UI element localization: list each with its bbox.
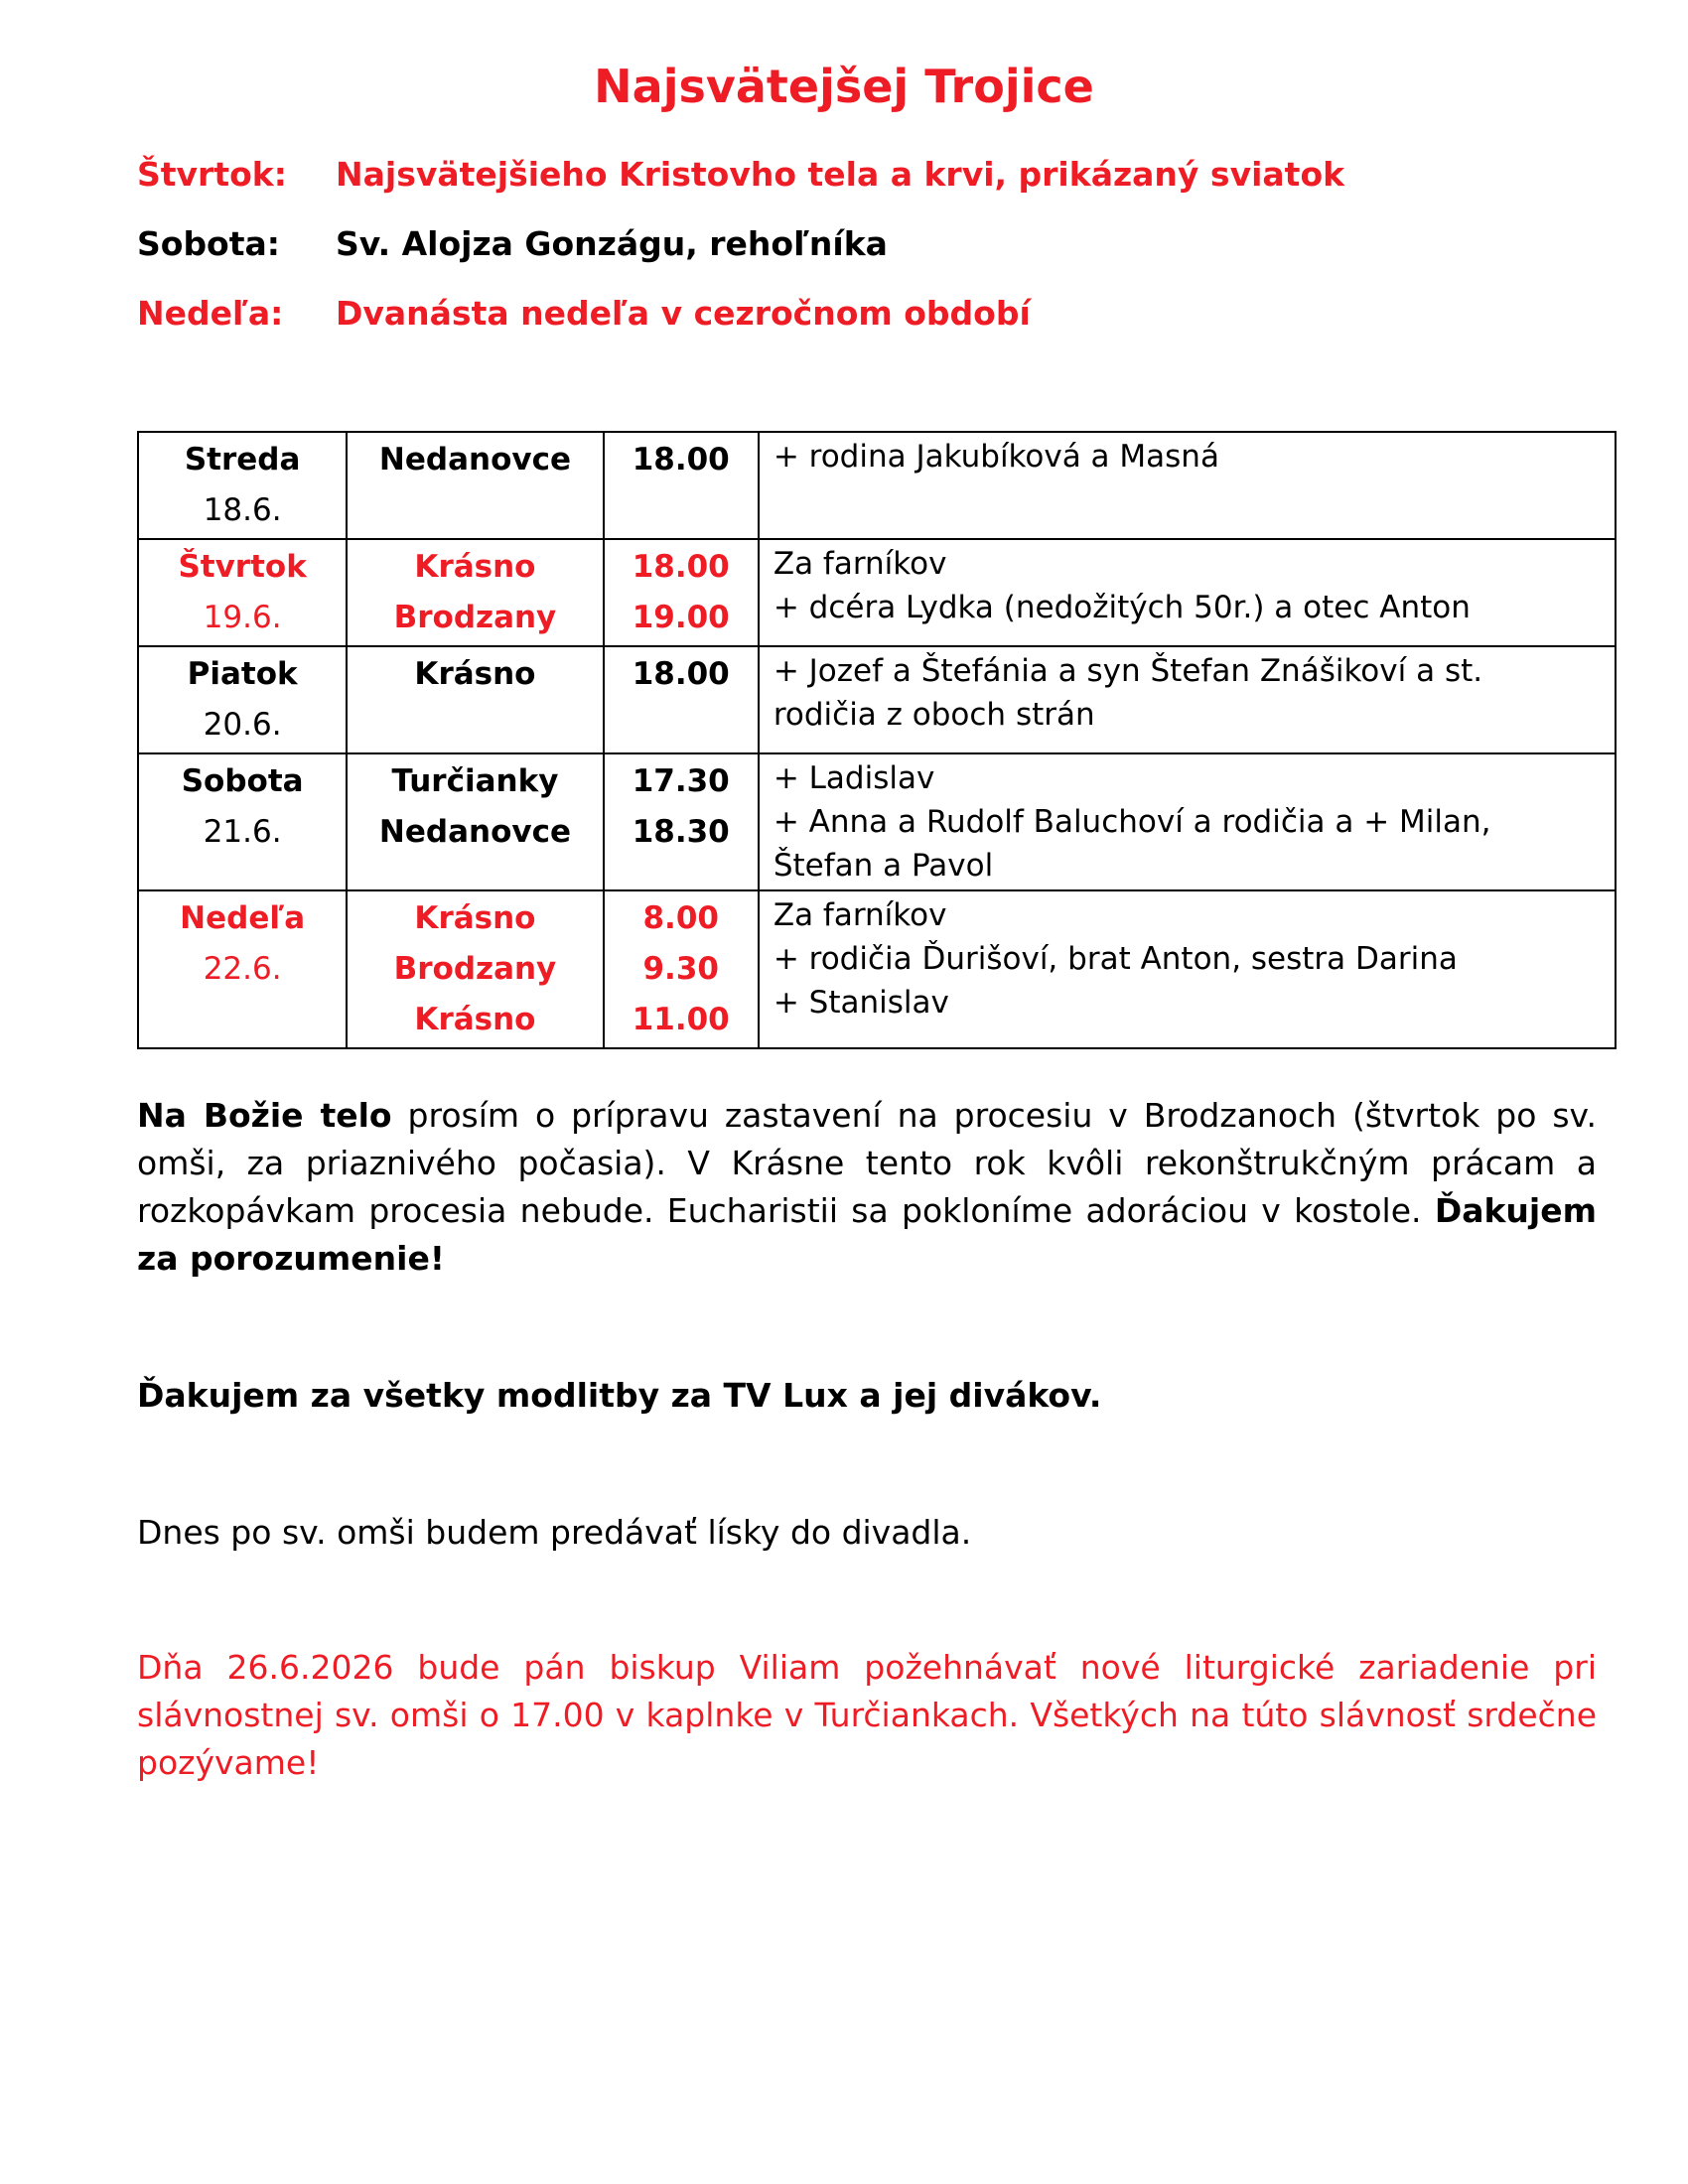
schedule-row: [138, 432, 1616, 539]
mass-time: 18.00: [632, 549, 730, 585]
feast-day-label: Štvrtok:: [137, 155, 287, 194]
time-cell: [604, 890, 759, 1048]
time-cell: [604, 432, 759, 539]
place-name: Brodzany: [393, 600, 557, 635]
intention-cell: [759, 432, 1616, 539]
mass-time: 17.30: [632, 763, 730, 799]
feast-day-label: Sobota:: [137, 224, 280, 263]
place-name: Krásno: [414, 656, 536, 692]
place-cell: [347, 646, 603, 753]
day-name: Sobota: [181, 763, 304, 799]
mass-schedule-table: [137, 431, 1617, 1049]
place-name: Krásno: [414, 549, 536, 585]
mass-time: 8.00: [642, 900, 719, 936]
day-date: 19.6.: [203, 600, 282, 635]
tvlux-thanks: Ďakujem za všetky modlitby za TV Lux a jej divákov.: [137, 1376, 1102, 1415]
place-name: Brodzany: [393, 951, 557, 987]
place-name: Nedanovce: [378, 814, 571, 850]
intention-line: + Stanislav: [773, 985, 949, 1021]
intention-cell: [759, 753, 1616, 890]
day-name: Piatok: [187, 656, 298, 692]
place-cell: [347, 753, 603, 890]
feast-row-thursday: [137, 155, 1344, 194]
intention-line: + Jozef a Štefánia a syn Štefan Znášikoví a st.: [773, 653, 1483, 689]
procession-text: prosím o prípravu zastavení na procesiu v Brodzanoch (štvrtok po sv. omši, za priaznivého počasia). V Krásne tento rok kvôli rekonštrukčným prácam a rozkopávkam procesia nebude. Eucharistii sa pokloníme adoráciou v kostole.: [137, 1096, 1597, 1230]
intention-line: rodičia z oboch strán: [773, 697, 1095, 733]
place-cell: [347, 890, 603, 1048]
intention-line: + rodina Jakubíková a Masná: [773, 439, 1219, 475]
day-cell: [138, 539, 347, 646]
day-cell: [138, 432, 347, 539]
intention-cell: [759, 646, 1616, 753]
day-name: Nedeľa: [180, 900, 306, 936]
intention-cell: [759, 539, 1616, 646]
feast-name: Sv. Alojza Gonzágu, rehoľníka: [336, 224, 888, 263]
intention-line: + rodičia Ďurišoví, brat Anton, sestra Darina: [773, 941, 1458, 977]
page-title: Najsvätejšej Trojice: [594, 60, 1094, 113]
time-cell: [604, 753, 759, 890]
day-date: 21.6.: [203, 814, 282, 850]
mass-time: 9.30: [642, 951, 719, 987]
theatre-notice: Dnes po sv. omši budem predávať lísky do divadla.: [137, 1513, 972, 1552]
intention-line: + Ladislav: [773, 760, 935, 796]
feast-row-sunday: [137, 294, 1031, 333]
day-cell: [138, 753, 347, 890]
place-cell: [347, 432, 603, 539]
mass-time: 18.00: [632, 656, 730, 692]
time-cell: [604, 539, 759, 646]
intention-line: + dcéra Lydka (nedožitých 50r.) a otec Anton: [773, 590, 1471, 625]
procession-bold: Na Božie telo: [137, 1096, 392, 1135]
mass-time: 11.00: [632, 1002, 730, 1037]
blessing-invitation: Dňa 26.6.2026 bude pán biskup Viliam požehnávať nové liturgické zariadenie pri slávnostnej sv. omši o 17.00 v kaplnke v Turčiankach. Všetkých na túto slávnosť srdečne pozývame!: [137, 1648, 1597, 1782]
day-date: 18.6.: [203, 492, 282, 528]
place-name: Krásno: [414, 900, 536, 936]
day-date: 22.6.: [203, 951, 282, 987]
intention-line: Za farníkov: [773, 546, 947, 582]
schedule-row: [138, 539, 1616, 646]
time-cell: [604, 646, 759, 753]
mass-time: 18.00: [632, 442, 730, 478]
place-name: Nedanovce: [378, 442, 571, 478]
day-name: Štvrtok: [178, 549, 307, 585]
schedule-row: [138, 890, 1616, 1048]
mass-time: 18.30: [632, 814, 730, 850]
schedule-row: [138, 753, 1616, 890]
mass-time: 19.00: [632, 600, 730, 635]
place-name: Turčianky: [391, 763, 559, 799]
place-cell: [347, 539, 603, 646]
intention-cell: [759, 890, 1616, 1048]
feast-day-label: Nedeľa:: [137, 294, 284, 333]
intention-line: Štefan a Pavol: [773, 848, 994, 884]
procession-thanks: Ďakujem za porozumenie!: [137, 1191, 1597, 1278]
day-date: 20.6.: [203, 707, 282, 743]
schedule-row: [138, 646, 1616, 753]
procession-announcement: [137, 1092, 1597, 1283]
feast-name: Dvanásta nedeľa v cezročnom období: [336, 294, 1031, 333]
feast-name: Najsvätejšieho Kristovho tela a krvi, prikázaný sviatok: [336, 155, 1345, 194]
place-name: Krásno: [414, 1002, 536, 1037]
day-name: Streda: [184, 442, 301, 478]
intention-line: Za farníkov: [773, 897, 947, 933]
intention-line: + Anna a Rudolf Baluchoví a rodičia a + Milan,: [773, 804, 1491, 840]
day-cell: [138, 646, 347, 753]
feast-row-saturday: [137, 224, 888, 263]
day-cell: [138, 890, 347, 1048]
